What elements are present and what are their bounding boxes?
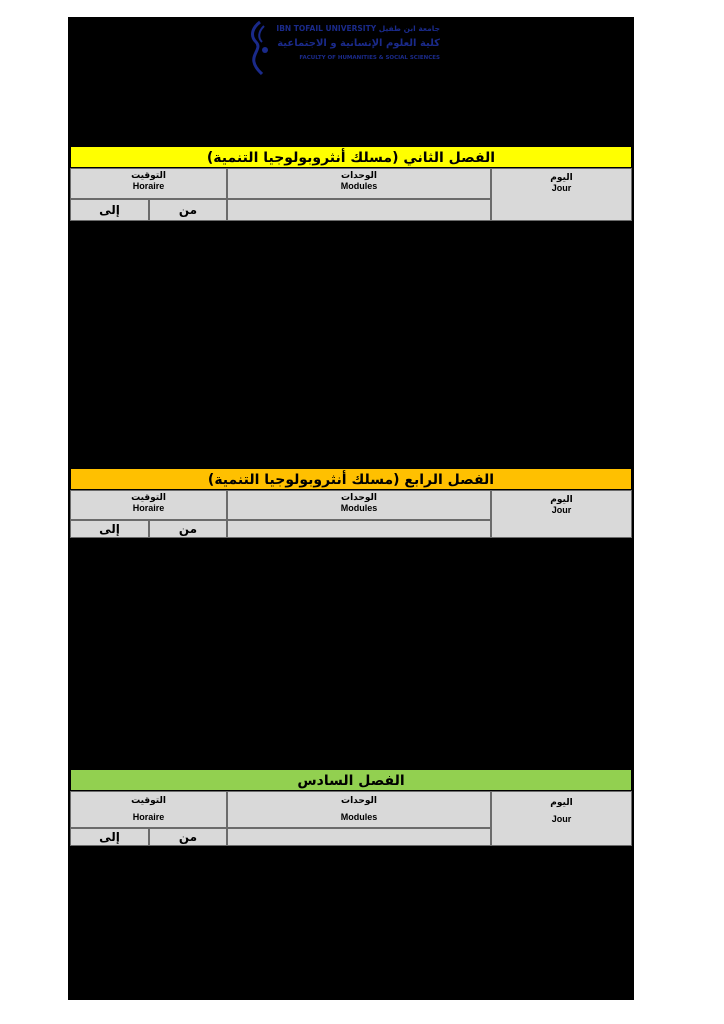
semester-2-section xyxy=(70,146,632,221)
schedule-header-table xyxy=(70,490,632,538)
university-emblem-icon xyxy=(246,20,272,76)
jour-header xyxy=(491,490,632,538)
semester-6-section xyxy=(70,769,632,846)
schedule-header-table xyxy=(70,168,632,221)
logo-faculty-english: FACULTY OF HUMANITIES & SOCIAL SCIENCES xyxy=(299,55,440,61)
from-header: من xyxy=(149,828,227,846)
horaire-label-ar: التوقيت xyxy=(131,171,166,181)
modules-header xyxy=(227,168,491,199)
modules-subcell xyxy=(227,520,491,538)
to-header: إلى xyxy=(70,828,149,846)
modules-header xyxy=(227,791,491,828)
modules-label-ar: الوحدات xyxy=(341,493,377,503)
jour-header xyxy=(491,791,632,846)
jour-header xyxy=(491,168,632,221)
schedule-header-table xyxy=(70,791,632,846)
jour-label-ar: اليوم xyxy=(550,173,573,183)
horaire-label-fr: Horaire xyxy=(132,503,165,513)
modules-subcell xyxy=(227,828,491,846)
jour-label-ar: اليوم xyxy=(550,495,573,505)
modules-header xyxy=(227,490,491,520)
to-header: إلى xyxy=(70,199,149,221)
modules-label-ar: الوحدات xyxy=(341,796,377,806)
horaire-label-fr: Horaire xyxy=(132,181,165,191)
semester-4-section xyxy=(70,468,632,538)
section-title: الفصل السادس xyxy=(70,769,632,791)
university-logo xyxy=(246,20,446,76)
horaire-label-fr: Horaire xyxy=(132,812,165,822)
jour-label-fr: Jour xyxy=(551,814,572,824)
horaire-header xyxy=(70,490,227,520)
modules-label-fr: Modules xyxy=(340,812,378,822)
section-title: الفصل الثاني (مسلك أنثروبولوجيا التنمية) xyxy=(70,146,632,168)
logo-faculty-arabic: كلية العلوم الإنسانية و الاجتماعية xyxy=(277,38,440,49)
modules-subcell xyxy=(227,199,491,221)
horaire-label-ar: التوقيت xyxy=(131,493,166,503)
modules-label-ar: الوحدات xyxy=(341,171,377,181)
section-title: الفصل الرابع (مسلك أنثروبولوجيا التنمية) xyxy=(70,468,632,490)
modules-label-fr: Modules xyxy=(340,503,378,513)
from-header: من xyxy=(149,199,227,221)
horaire-header xyxy=(70,168,227,199)
to-header: إلى xyxy=(70,520,149,538)
logo-university-name: IBN TOFAIL UNIVERSITY جامعة ابن طفيل xyxy=(276,24,440,33)
horaire-label-ar: التوقيت xyxy=(131,796,166,806)
horaire-header xyxy=(70,791,227,828)
from-header: من xyxy=(149,520,227,538)
jour-label-fr: Jour xyxy=(551,183,572,193)
jour-label-fr: Jour xyxy=(551,505,572,515)
jour-label-ar: اليوم xyxy=(550,798,573,808)
modules-label-fr: Modules xyxy=(340,181,378,191)
